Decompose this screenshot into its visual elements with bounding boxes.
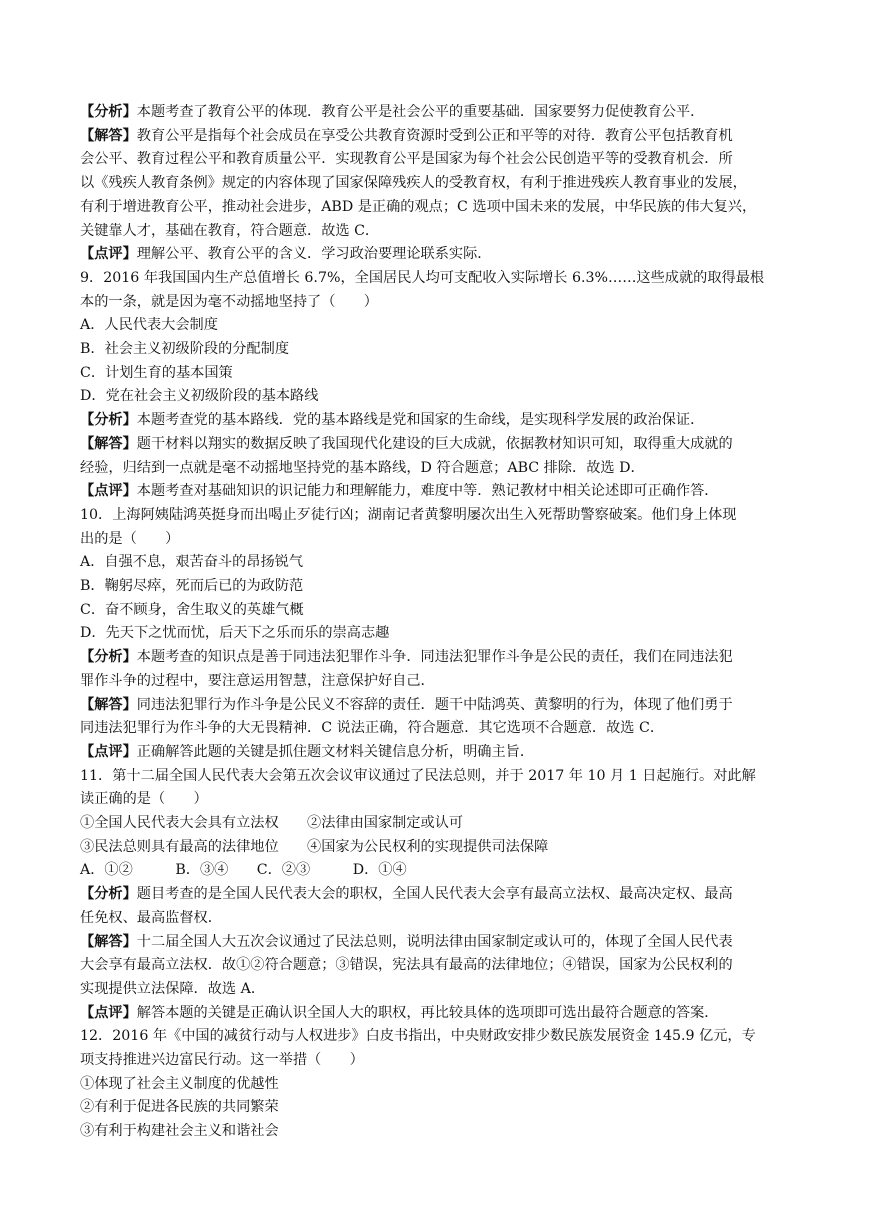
line-text: D．先天下之忧而忧，后天下之乐而乐的崇高志趣 xyxy=(80,625,390,642)
section-tag: 【点评】 xyxy=(80,483,137,500)
text-line xyxy=(80,481,792,501)
text-line xyxy=(80,173,792,193)
text-line xyxy=(80,149,792,169)
line-text: 解答本题的关键是正确认识全国人大的职权，再比较具体的选项即可选出最符合题意的答案． xyxy=(136,1004,719,1021)
text-line xyxy=(80,410,792,430)
line-text: C．奋不顾身，舍生取义的英雄气概 xyxy=(80,601,304,618)
text-line xyxy=(80,126,792,146)
text-line xyxy=(80,884,792,904)
line-text: 本的一条，就是因为毫不动摇地坚持了（ ） xyxy=(80,293,378,310)
line-text: 12．2016 年《中国的减贫行动与人权进步》白皮书指出，中央财政安排少数民族发展资金 145.9 亿元，专 xyxy=(80,1028,756,1045)
line-text: 教育公平是指每个社会成员在享受公共教育资源时受到公正和平等的对待．教育公平包括教育机 xyxy=(136,127,733,144)
line-text: 罪作斗争的过程中，要注意运用智慧，注意保护好自己． xyxy=(80,672,435,689)
text-line xyxy=(80,1121,792,1141)
line-text: A．人民代表大会制度 xyxy=(80,317,218,334)
line-text: 大会享有最高立法权．故①②符合题意；③错误，宪法具有最高的法律地位；④错误，国家为公民权利的 xyxy=(80,957,733,974)
text-line xyxy=(80,647,792,667)
line-text: B．鞠躬尽瘁，死而后已的为政防范 xyxy=(80,578,304,594)
text-line xyxy=(80,623,792,643)
text-line xyxy=(80,718,792,738)
section-tag: 【解答】 xyxy=(80,933,137,950)
line-text: 读正确的是（ ） xyxy=(80,791,208,808)
text-line xyxy=(80,955,792,975)
text-line xyxy=(80,552,792,572)
text-line xyxy=(80,1074,792,1094)
text-line xyxy=(80,386,792,406)
line-text: 本题考查党的基本路线．党的基本路线是党和国家的生命线，是实现科学发展的政治保证． xyxy=(136,412,705,429)
text-line xyxy=(80,979,792,999)
text-line xyxy=(80,221,792,241)
section-tag: 【点评】 xyxy=(80,743,137,760)
text-line xyxy=(80,529,792,549)
line-text: 正确解答此题的关键是抓住题文材料关键信息分析，明确主旨． xyxy=(136,743,535,760)
line-text: C．计划生育的基本国策 xyxy=(80,364,233,381)
line-text: 10．上海阿姨陆鸿英挺身而出喝止歹徒行凶；湖南记者黄黎明屡次出生入死帮助警察破案。他们身上体现 xyxy=(80,506,737,523)
line-text: 出的是（ ） xyxy=(80,530,180,547)
line-text: 理解公平、教育公平的含义．学习政治要理论联系实际． xyxy=(136,246,492,263)
text-line xyxy=(80,434,792,454)
line-text: 9．2016 年我国国内生产总值增长 6.7%，全国居民人均可支配收入实际增长 6.3%……这些成就的取得最根 xyxy=(80,269,765,286)
text-line xyxy=(80,742,792,762)
text-line xyxy=(80,339,792,359)
line-text: 同违法犯罪行为作斗争是公民义不容辞的责任．题干中陆鸿英、黄黎明的行为，体现了他们勇于 xyxy=(136,696,733,713)
line-text: 以《残疾人教育条例》规定的内容体现了国家保障残疾人的受教育权，有利于推进残疾人教育事业的发展， xyxy=(80,175,747,192)
text-line xyxy=(80,671,792,691)
text-line xyxy=(80,766,792,786)
line-text: 本题考查了教育公平的体现．教育公平是社会公平的重要基础．国家要努力促使教育公平． xyxy=(136,104,705,120)
text-line xyxy=(80,1097,792,1117)
text-line xyxy=(80,244,792,264)
text-line xyxy=(80,789,792,809)
line-text: 十二届全国人大五次会议通过了民法总则，说明法律由国家制定或认可的，体现了全国人民代表 xyxy=(136,933,733,950)
text-line xyxy=(80,695,792,715)
text-line xyxy=(80,1050,792,1070)
section-tag: 【解答】 xyxy=(80,127,137,144)
text-line xyxy=(80,932,792,952)
text-line xyxy=(80,860,792,880)
text-line xyxy=(80,458,792,478)
line-text: ②有利于促进各民族的共同繁荣 xyxy=(80,1099,279,1116)
section-tag: 【解答】 xyxy=(80,435,137,452)
text-line xyxy=(80,813,792,833)
text-line xyxy=(80,197,792,217)
text-line xyxy=(80,268,792,288)
text-line xyxy=(80,102,792,122)
text-line xyxy=(80,600,792,620)
text-line xyxy=(80,908,792,928)
line-text: 实现提供立法保障．故选 A． xyxy=(80,980,266,997)
line-text: 项支持推进兴边富民行动。这一举措（ ） xyxy=(80,1052,364,1068)
line-text: 题干材料以翔实的数据反映了我国现代化建设的巨大成就，依据教材知识可知，取得重大成就的 xyxy=(136,435,733,452)
line-text: 11．第十二届全国人民代表大会第五次会议审议通过了民法总则，并于 2017 年 10 月 1 日起施行。对此解 xyxy=(80,767,756,784)
text-line xyxy=(80,837,792,857)
line-text: 会公平、教育过程公平和教育质量公平．实现教育公平是国家为每个社会公民创造平等的受教育机会．所 xyxy=(80,151,733,168)
line-text: 关键靠人才，基础在教育，符合题意．故选 C． xyxy=(80,222,380,239)
section-tag: 【分析】 xyxy=(80,886,137,903)
line-text: ③民法总则具有最高的法律地位 ④国家为公民权利的实现提供司法保障 xyxy=(80,838,549,855)
text-line xyxy=(80,363,792,383)
line-text: 经验，归结到一点就是毫不动摇地坚持党的基本路线，D 符合题意；ABC 排除．故选 D． xyxy=(80,459,645,476)
line-text: 有利于增进教育公平，推动社会进步，ABD 是正确的观点；C 选项中国未来的发展，中华民族的伟大复兴， xyxy=(80,198,757,215)
text-line xyxy=(80,292,792,312)
line-text: 本题考查对基础知识的识记能力和理解能力，难度中等．熟记教材中相关论述即可正确作答． xyxy=(136,483,719,500)
section-tag: 【点评】 xyxy=(80,1004,137,1021)
line-text: 题目考查的是全国人民代表大会的职权，全国人民代表大会享有最高立法权、最高决定权、最高 xyxy=(136,886,733,903)
line-text: 本题考查的知识点是善于同违法犯罪作斗争．同违法犯罪作斗争是公民的责任，我们在同违法犯 xyxy=(136,649,733,666)
section-tag: 【点评】 xyxy=(80,246,137,263)
text-line xyxy=(80,505,792,525)
section-tag: 【分析】 xyxy=(80,104,137,120)
line-text: ①体现了社会主义制度的优越性 xyxy=(80,1075,279,1092)
text-line xyxy=(80,576,792,596)
section-tag: 【分析】 xyxy=(80,412,137,429)
text-line xyxy=(80,315,792,335)
text-line xyxy=(80,1026,792,1046)
line-text: ①全国人民代表大会具有立法权 ②法律由国家制定或认可 xyxy=(80,815,464,831)
line-text: 任免权、最高监督权． xyxy=(80,909,222,926)
line-text: A．自强不息，艰苦奋斗的昂扬锐气 xyxy=(80,554,304,571)
section-tag: 【分析】 xyxy=(80,649,137,666)
line-text: ③有利于构建社会主义和谐社会 xyxy=(80,1123,279,1140)
line-text: 同违法犯罪行为作斗争的大无畏精神．C 说法正确，符合题意．其它选项不合题意．故选 C． xyxy=(80,720,665,737)
line-text: B．社会主义初级阶段的分配制度 xyxy=(80,341,290,357)
text-line xyxy=(80,1003,792,1023)
line-text: A．①② B．③④ C．②③ D．①④ xyxy=(80,862,407,879)
line-text: D．党在社会主义初级阶段的基本路线 xyxy=(80,388,319,405)
section-tag: 【解答】 xyxy=(80,696,137,713)
